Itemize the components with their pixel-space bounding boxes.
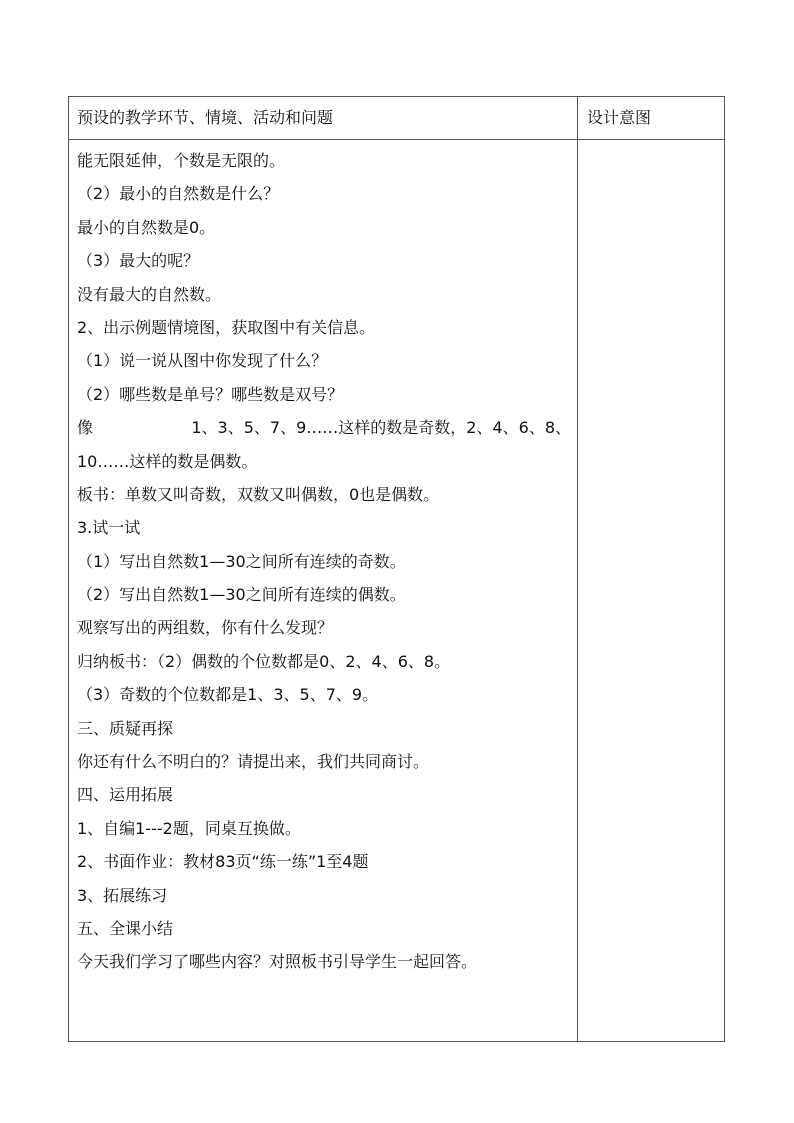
text-line: （2）最小的自然数是什么？ [77, 184, 280, 204]
text-line: 五、全课小结 [77, 918, 174, 938]
text-line: 1、自编1---2题，同桌互换做。 [77, 818, 301, 838]
text-line: （1）说一说从图中你发现了什么？ [77, 351, 328, 371]
text-line: 板书：单数又叫奇数，双数又叫偶数，0也是偶数。 [77, 484, 440, 504]
text-line: 你还有什么不明白的？请提出来，我们共同商讨。 [77, 752, 430, 772]
text-line: （2）哪些数是单号？哪些数是双号？ [77, 384, 344, 404]
lesson-plan-table [68, 96, 725, 1042]
text-line: 四、运用拓展 [77, 785, 174, 805]
text-line: 今天我们学习了哪些内容？对照板书引导学生一起回答。 [77, 952, 478, 972]
lesson-content [77, 144, 571, 979]
text-line: 没有最大的自然数。 [77, 284, 222, 304]
header-activities: 预设的教学环节、情境、活动和问题 [77, 108, 334, 127]
text-line: 最小的自然数是0。 [77, 217, 216, 237]
text-line: （3）最大的呢？ [77, 251, 200, 271]
text-line: 2、出示例题情境图，获取图中有关信息。 [77, 317, 376, 337]
header-divider [69, 139, 724, 140]
text-line: 归纳板书：（2）偶数的个位数都是0、2、4、6、8。 [77, 651, 451, 671]
text-line: 3.试一试 [77, 518, 141, 538]
text-line: 3、拓展练习 [77, 885, 168, 905]
text-line: 能无限延伸，个数是无限的。 [77, 151, 286, 170]
text-line: 2、书面作业：教材83页“练一练”1至4题 [77, 852, 369, 872]
text-line: 观察写出的两组数，你有什么发现？ [77, 618, 334, 638]
example-line [77, 411, 571, 444]
text-line: （2）写出自然数1—30之间所有连续的偶数。 [77, 585, 406, 605]
example-lead: 像 [77, 418, 94, 438]
text-line: （3）奇数的个位数都是1、3、5、7、9。 [77, 685, 379, 705]
text-line: 10……这样的数是偶数。 [77, 451, 258, 471]
text-line: （1）写出自然数1—30之间所有连续的奇数。 [77, 551, 406, 571]
text-line: 三、质疑再探 [77, 718, 174, 738]
column-divider [577, 97, 578, 1041]
example-rest: 1、3、5、7、9……这样的数是奇数，2、4、6、8、 [191, 418, 571, 438]
header-design-intent: 设计意图 [587, 108, 652, 127]
